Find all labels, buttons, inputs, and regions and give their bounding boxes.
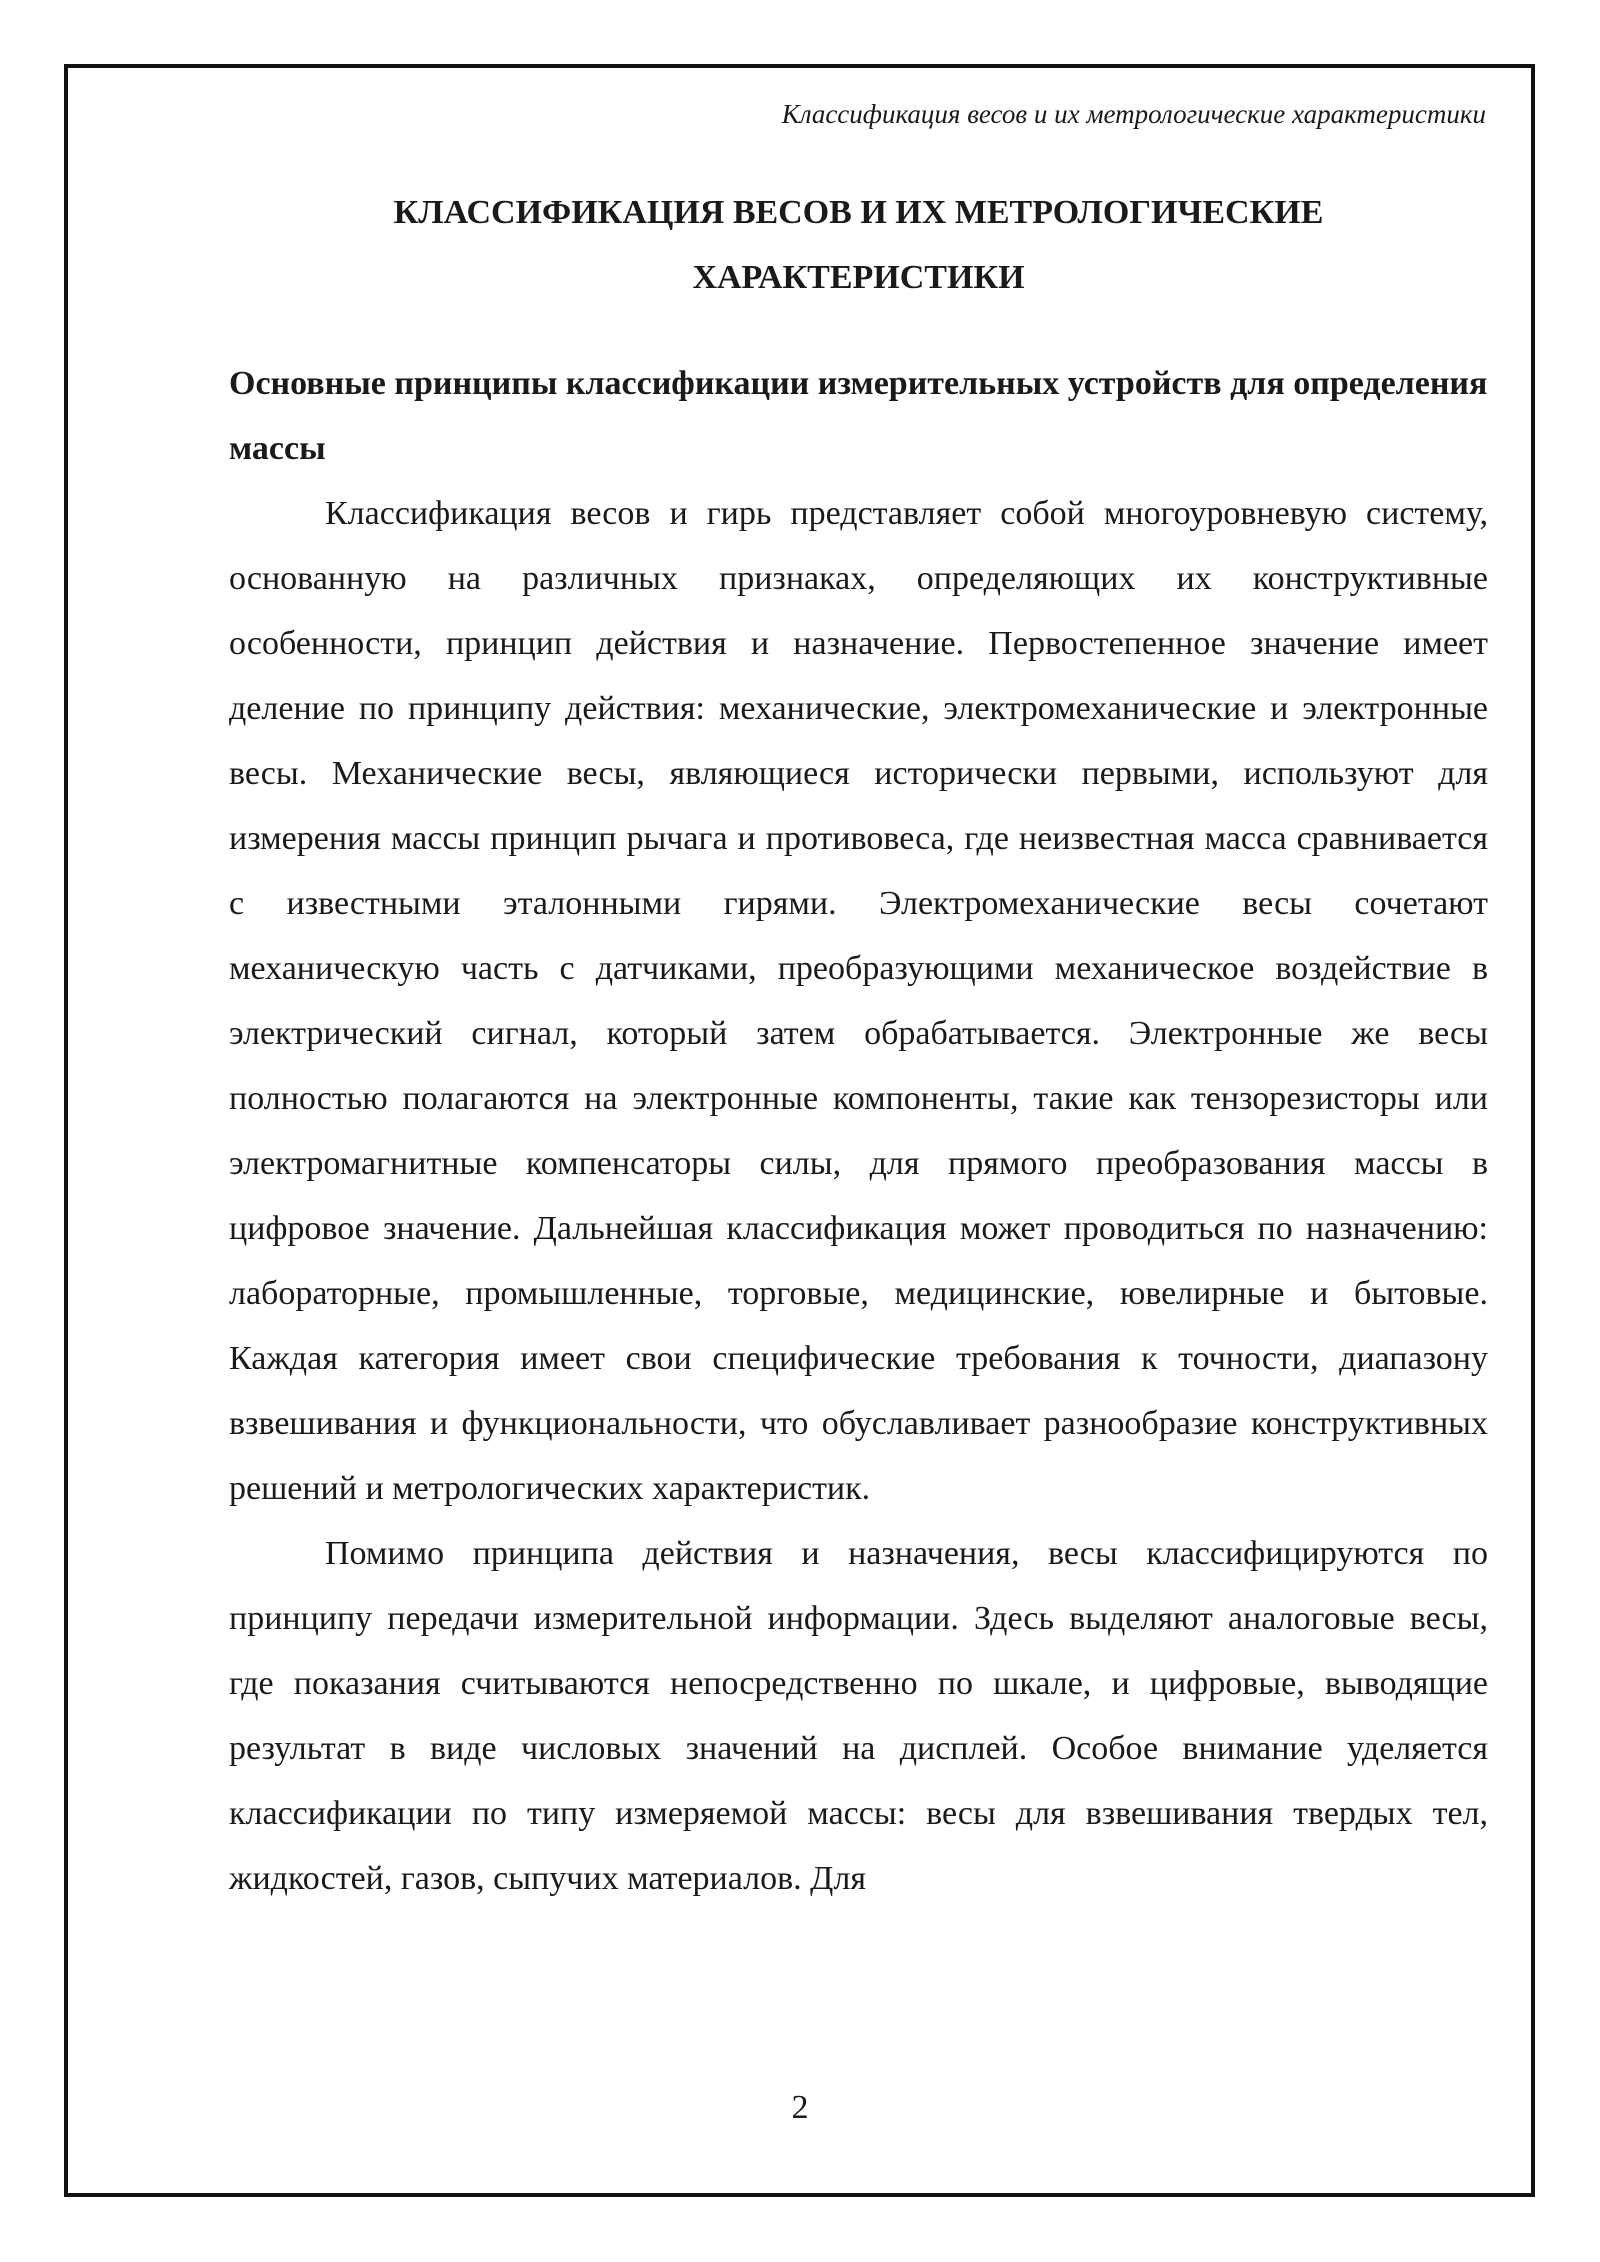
document-title-line-2: ХАРАКТЕРИСТИКИ xyxy=(692,259,1025,296)
page-number: 2 xyxy=(791,2089,809,2126)
document-title-line-1: КЛАССИФИКАЦИЯ ВЕСОВ И ИХ МЕТРОЛОГИЧЕСКИЕ xyxy=(393,194,1324,231)
paragraph-1: Классификация весов и гирь представляет собой многоуровневую систему, основанную на различных признаках, определяющих их конструктивные особенности, принцип действия и назначение. Первостепенное значение имеет деление по принципу действия: механические, электромеханические и электронные весы. Механические весы, являющиеся исторически первыми, используют для измерения массы принцип рычага и противовеса, где неизвестная масса сравнивается с известными эталонными гирями. Электромеханические весы сочетают механическую часть с датчиками, преобразующими механическое воздействие в электрический сигнал, который затем обрабатывается. Электронные же весы полностью полагаются на электронные компоненты, такие как тензорезисторы или электромагнитные компенсаторы силы, для прямого преобразования массы в цифровое значение. Дальнейшая классификация может проводиться по назначению: лабораторные, промышленные, торговые, медицинские, ювелирные и бытовые. Каждая категория имеет свои специфические требования к точности, диапазону взвешивания и функциональности, что обуславливает разнообразие конструктивных решений и метрологических характеристик. xyxy=(229,495,1488,1507)
running-header: Классификация весов и их метрологические характеристики xyxy=(781,99,1486,129)
paragraph-2: Помимо принципа действия и назначения, весы классифицируются по принципу передачи измерительной информации. Здесь выделяют аналоговые весы, где показания считываются непосредственно по шкале, и цифровые, выводящие результат в виде числовых значений на дисплей. Особое внимание уделяется классификации по типу измеряемой массы: весы для взвешивания твердых тел, жидкостей, газов, сыпучих материалов. Для xyxy=(229,1535,1488,1897)
section-heading: Основные принципы классификации измерительных устройств для определения массы xyxy=(229,365,1488,467)
document-body xyxy=(229,180,1488,1911)
document-title xyxy=(229,180,1488,310)
